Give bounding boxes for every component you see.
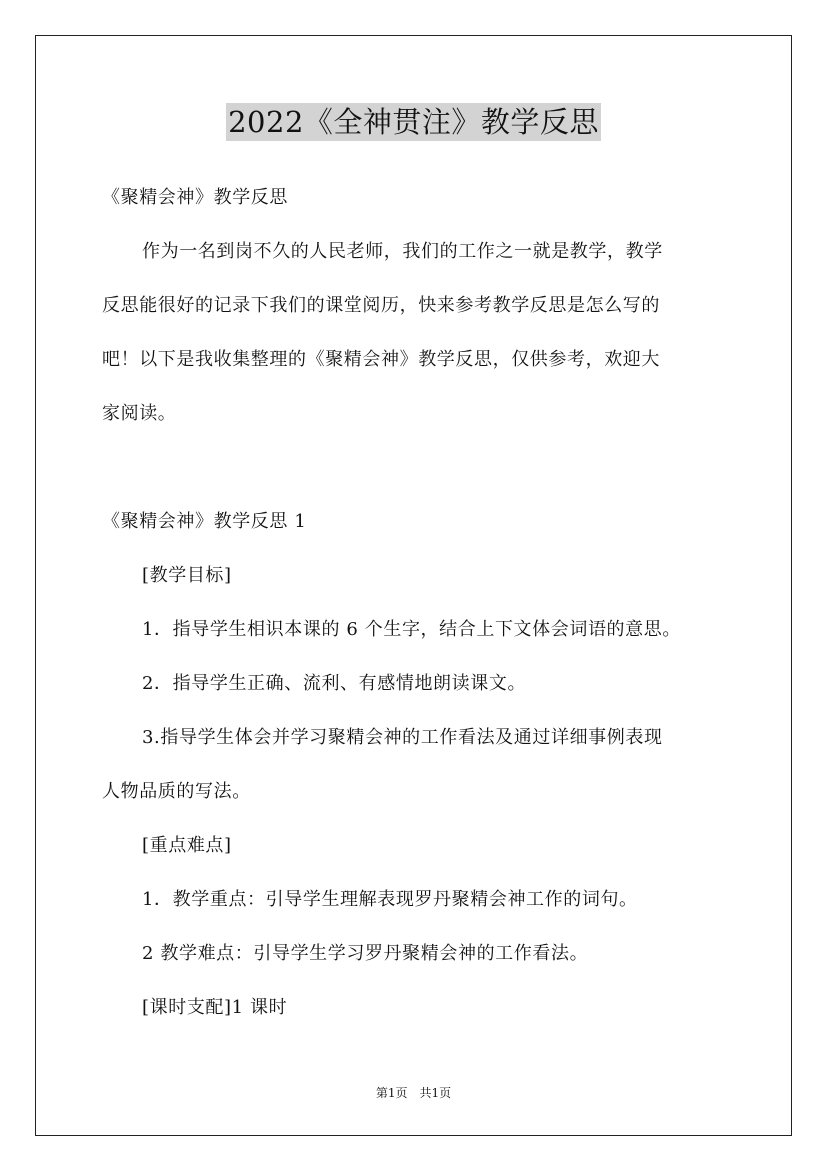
goal-1: 1．指导学生相识本课的 6 个生字，结合上下文体会词语的意思。 — [142, 619, 681, 640]
intro-line-3: 吧！以下是我收集整理的《聚精会神》教学反思，仅供参考，欢迎大 — [102, 349, 660, 370]
goals-heading: [教学目标] — [142, 565, 232, 586]
intro-line-4: 家阅读。 — [102, 403, 177, 424]
document-title: 2022《全神贯注》教学反思 — [228, 105, 599, 139]
subtitle: 《聚精会神》教学反思 — [102, 187, 288, 208]
intro-line-1: 作为一名到岗不久的人民老师，我们的工作之一就是教学，教学 — [142, 241, 663, 262]
section-title: 《聚精会神》教学反思 1 — [102, 511, 307, 532]
keypoint-2: 2 教学难点：引导学生学习罗丹聚精会神的工作看法。 — [142, 943, 589, 964]
schedule: [课时支配]1 课时 — [142, 997, 288, 1018]
keypoint-1: 1．教学重点：引导学生理解表现罗丹聚精会神工作的词句。 — [142, 889, 638, 910]
intro-line-2: 反思能很好的记录下我们的课堂阅历，快来参考教学反思是怎么写的 — [102, 295, 660, 316]
keypoints-heading: [重点难点] — [142, 835, 232, 856]
goal-3-continued: 人物品质的写法。 — [102, 781, 251, 802]
document-title-wrap — [0, 100, 827, 141]
goal-2: 2．指导学生正确、流利、有感情地朗读课文。 — [142, 673, 527, 694]
page-footer: 第1页 共1页 — [375, 1086, 452, 1100]
goal-3: 3.指导学生体会并学习聚精会神的工作看法及通过详细事例表现 — [142, 727, 663, 748]
